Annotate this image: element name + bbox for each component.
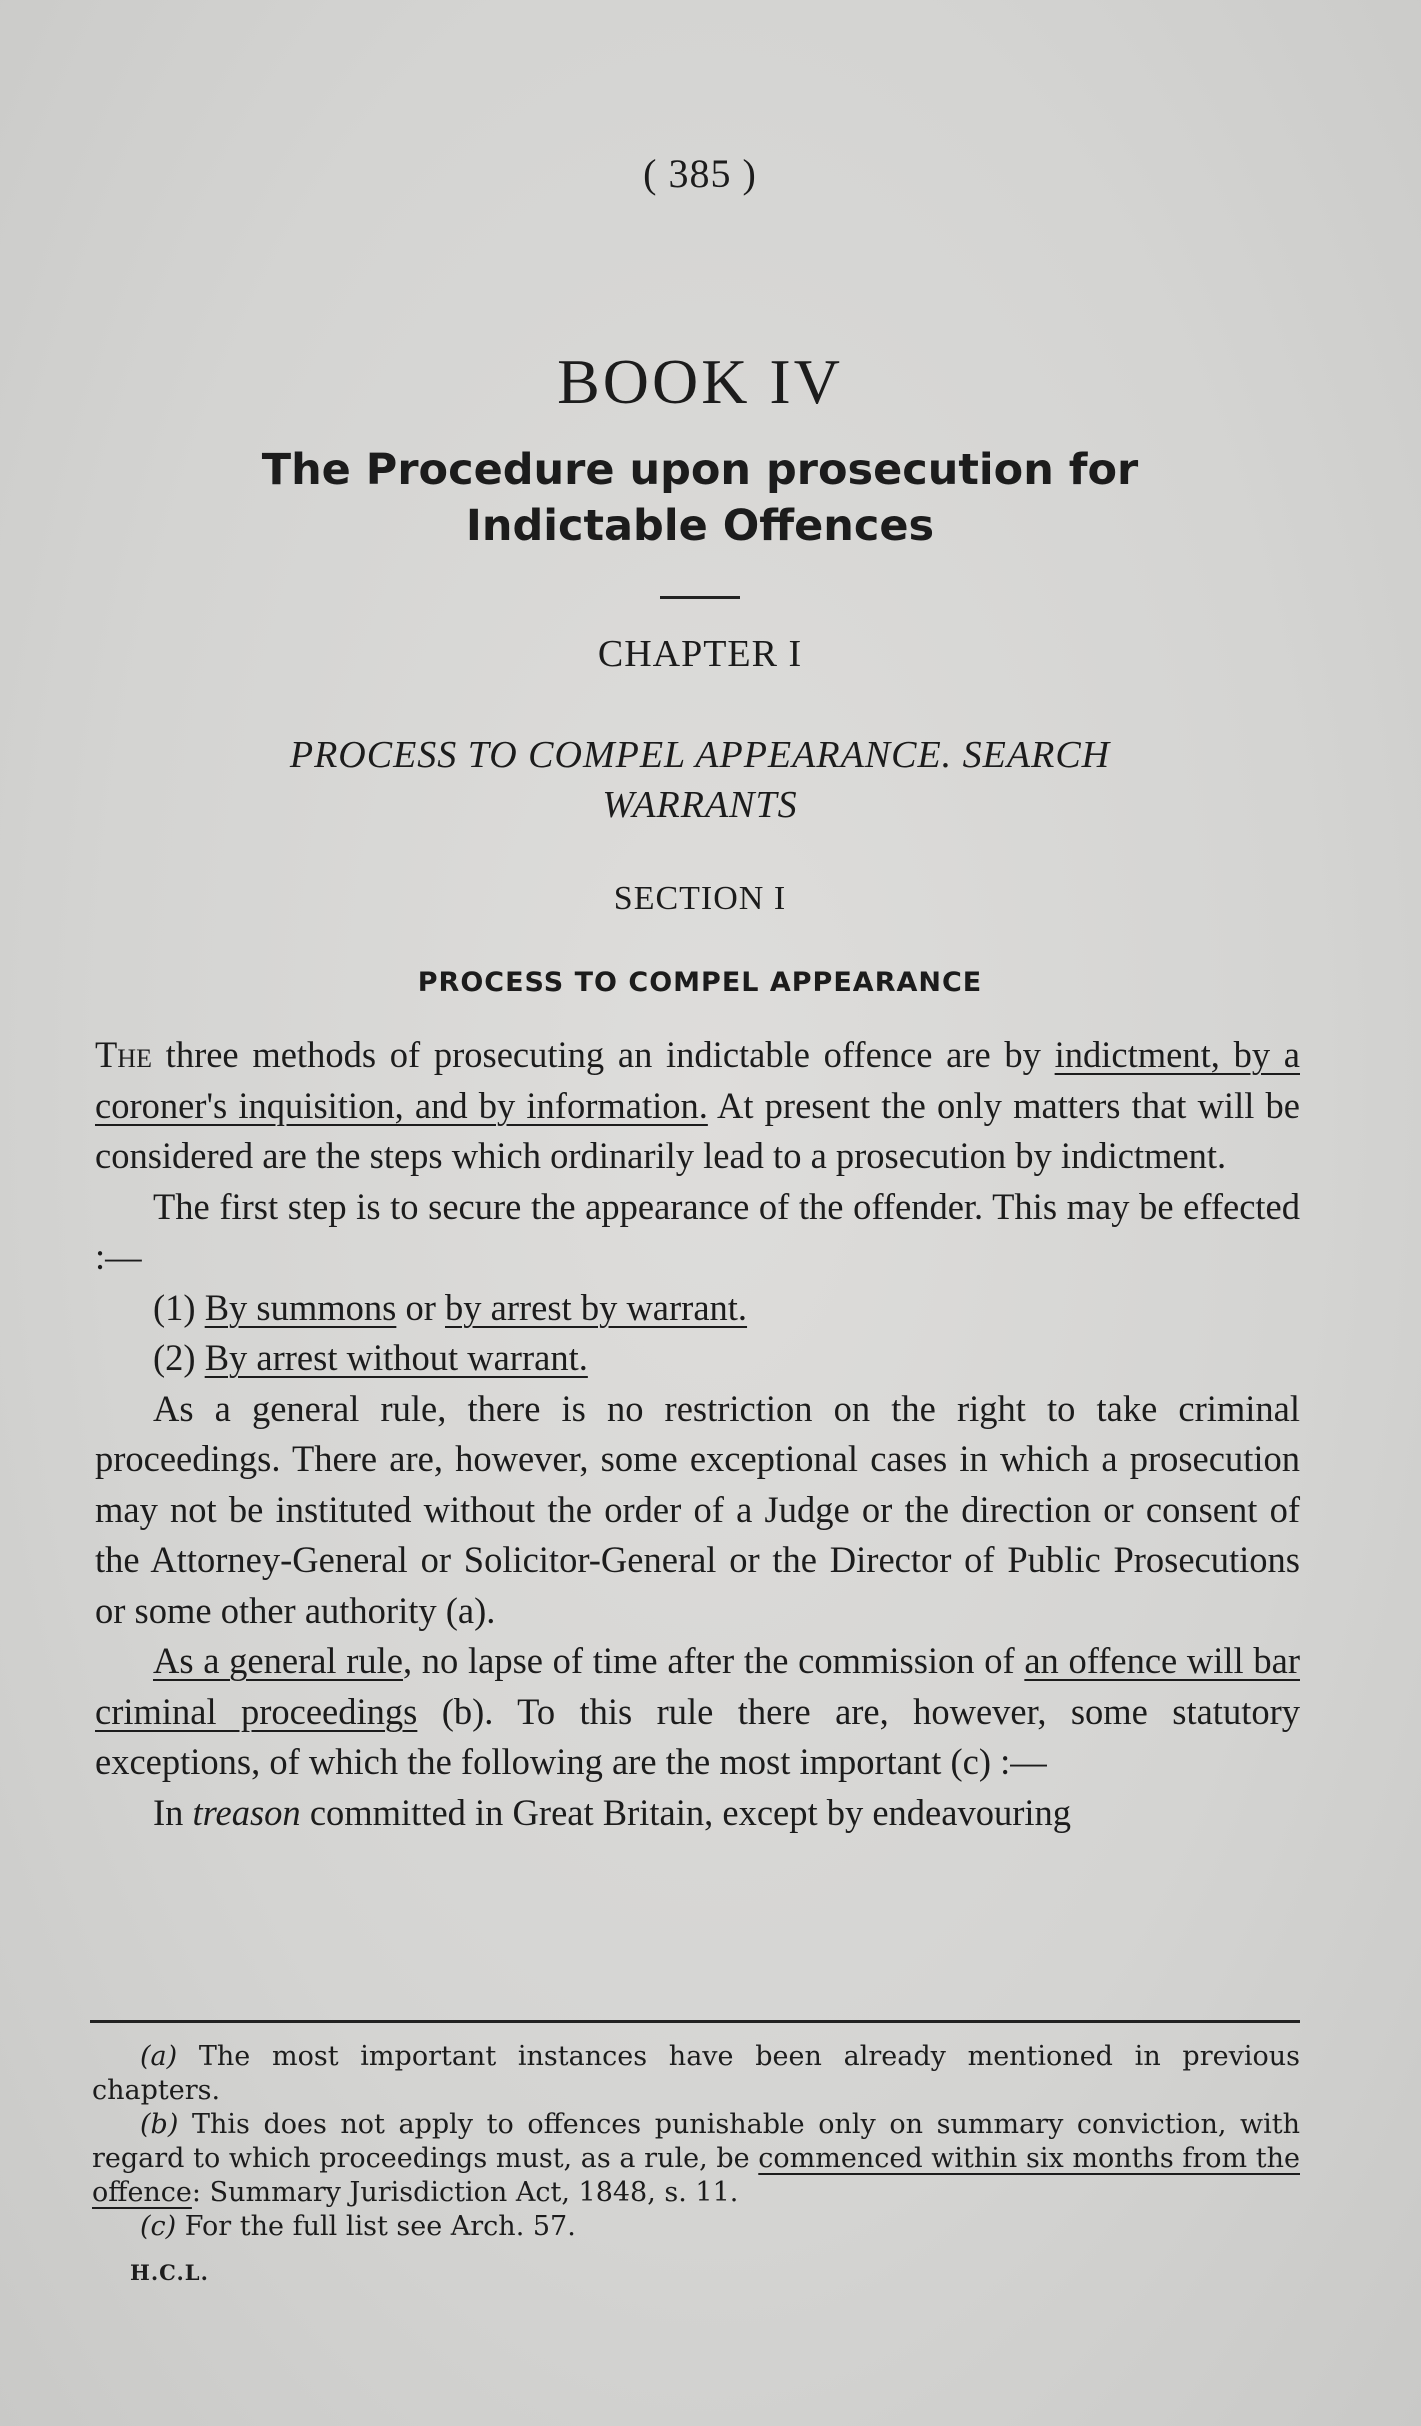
book-subtitle-line-1: The Procedure upon prosecution for — [261, 445, 1139, 495]
paragraph-text: , no lapse of time after the commission of — [402, 1640, 1025, 1681]
underlined-text: indictment, by a coroner's inquisition, and by information. — [95, 1034, 1300, 1126]
footnote-marker: (a) — [140, 2041, 178, 2072]
paragraph-methods — [95, 1030, 1300, 1182]
list-item-summons — [95, 1283, 1300, 1334]
book-subtitle-line-2: Indictable Offences — [465, 501, 935, 551]
footnote-a — [92, 2040, 1300, 2108]
body-text — [95, 1030, 1300, 1838]
paragraph-text: committed in Great Britain, except by endeavouring — [300, 1791, 1072, 1833]
book-subtitle — [0, 442, 1400, 554]
printer-signature: H.C.L. — [130, 2260, 209, 2285]
list-item-number: (2) — [153, 1337, 205, 1378]
section-title: PROCESS TO COMPEL APPEARANCE — [417, 967, 983, 998]
title-divider — [660, 596, 740, 599]
footnotes — [92, 2040, 1300, 2244]
italic-text: treason — [192, 1791, 301, 1833]
underlined-text: By summons — [204, 1286, 397, 1328]
paragraph-text: In — [153, 1791, 193, 1833]
book-title: BOOK IV — [557, 346, 843, 417]
page-number: ( 385 ) — [643, 151, 757, 196]
footnote-c — [92, 2210, 1300, 2244]
paragraph-treason — [95, 1788, 1300, 1839]
list-item-arrest — [95, 1333, 1300, 1384]
paragraph-restriction: As a general rule, there is no restriction on the right to take criminal proceedings. There are, however, some exceptional cases in which a prosecution may not be instituted without the order of a Judge or the direction or consent of the Attorney-General or Solicitor-General or the Director of Public Prosecutions or some other authority (a). — [95, 1387, 1300, 1631]
chapter-title-line-2: WARRANTS — [602, 784, 798, 826]
paragraph-text: three methods of prosecuting an indictable offence are by — [151, 1034, 1055, 1075]
chapter-title-line-1: PROCESS TO COMPEL APPEARANCE. SEARCH — [289, 734, 1111, 776]
paragraph-text: (b). To this rule there are, however, some statutory exceptions, of which the following are the most important (c) :— — [95, 1690, 1300, 1782]
paragraph-first-step: The first step is to secure the appearance of the offender. This may be effected :— — [95, 1185, 1300, 1277]
chapter-title — [150, 730, 1250, 830]
footnote-marker: (c) — [140, 2211, 177, 2242]
list-item-text: or — [396, 1286, 446, 1328]
underlined-text: As a general rule — [153, 1640, 403, 1681]
footnote-text: : Summary Jurisdiction Act, 1848, s. 11. — [191, 2177, 739, 2208]
footnote-marker: (b) — [140, 2109, 179, 2140]
footnote-text: For the full list see Arch. 57. — [176, 2211, 576, 2242]
underlined-text: an offence will bar criminal proceedings — [95, 1640, 1300, 1732]
paragraph-lead-word: The — [95, 1034, 152, 1075]
chapter-heading: CHAPTER I — [597, 633, 803, 675]
underlined-text: commenced within six months from the offence — [92, 2143, 1300, 2208]
paragraph-lapse-of-time — [95, 1636, 1300, 1788]
footnote-b — [92, 2108, 1300, 2210]
footnote-divider — [90, 2020, 1300, 2023]
section-heading: SECTION I — [613, 880, 787, 917]
footnote-text: This does not apply to offences punishable only on summary conviction, with regard to which proceedings must, as a rule, be — [92, 2109, 1300, 2174]
footnote-text: The most important instances have been already mentioned in previous chapters. — [92, 2041, 1300, 2106]
underlined-text: By arrest without warrant. — [204, 1337, 588, 1378]
list-item-number: (1) — [153, 1286, 205, 1328]
underlined-text: by arrest by warrant. — [445, 1286, 748, 1328]
paragraph-text: At present the only matters that will be considered are the steps which ordinarily lead to a prosecution by indictment. — [95, 1084, 1300, 1176]
